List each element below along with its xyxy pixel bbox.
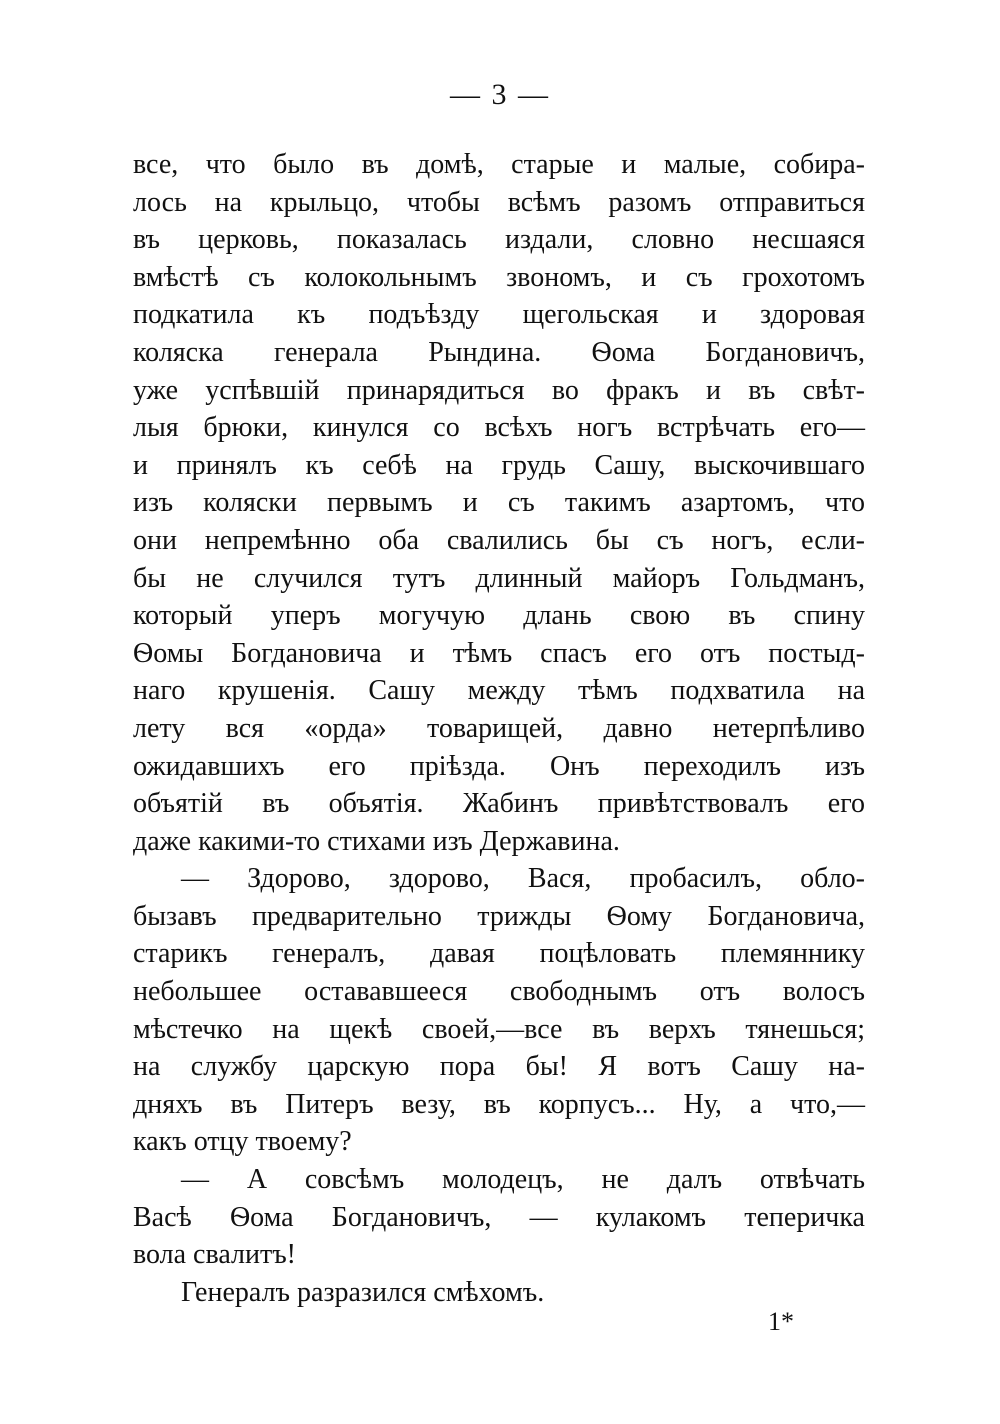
text-line: лось на крыльцо, чтобы всѣмъ разомъ отправиться: [133, 186, 865, 218]
text-line: подкатила къ подъѣзду щегольская и здоровая: [133, 299, 865, 331]
paragraph: [133, 860, 865, 1161]
paragraph: [133, 1161, 865, 1274]
text-line: уже успѣвшій принарядиться во фракъ и въ свѣт-: [133, 374, 865, 406]
paragraph: [133, 1274, 865, 1312]
text-line: Генералъ разразился смѣхомъ.: [181, 1276, 545, 1308]
text-line: лету вся «орда» товарищей, давно нетерпѣливо: [133, 712, 865, 744]
text-line: какъ отцу твоему?: [133, 1126, 352, 1158]
text-line: лыя брюки, кинулся со всѣхъ ногъ встрѣчать его—: [133, 412, 865, 444]
paragraph: [133, 146, 865, 860]
text-line: объятій въ объятія. Жабинъ привѣтствовалъ его: [133, 788, 865, 820]
text-line: старикъ генералъ, давая поцѣловать племяннику: [133, 938, 865, 970]
text-line: дняхъ въ Питеръ везу, въ корпусъ... Ну, а что,—: [133, 1088, 865, 1120]
text-line: ожидавшихъ его пріѣзда. Онъ переходилъ изъ: [133, 750, 865, 782]
text-line: наго крушенія. Сашу между тѣмъ подхватила на: [133, 675, 865, 707]
text-line: вола свалитъ!: [133, 1239, 297, 1271]
text-line: Ѳомы Богдановича и тѣмъ спасъ его отъ постыд-: [133, 637, 865, 669]
text-line: вмѣстѣ съ колокольнымъ звономъ, и съ грохотомъ: [133, 261, 865, 293]
text-line: изъ коляски первымъ и съ такимъ азартомъ, что: [133, 487, 865, 519]
text-line: они непремѣнно оба свалились бы съ ногъ, если-: [133, 524, 865, 556]
text-line: Васѣ Ѳома Богдановичъ, — кулакомъ теперичка: [133, 1201, 865, 1233]
page-number: — 3 —: [450, 78, 550, 111]
text-line: въ церковь, показалась издали, словно несшаяся: [133, 224, 865, 256]
text-line: — Здорово, здорово, Вася, пробасилъ, обло-: [181, 863, 865, 895]
text-line: даже какими-то стихами изъ Державина.: [133, 825, 620, 857]
text-line: мѣстечко на щекѣ своей,—все въ верхъ тянешься;: [133, 1013, 865, 1045]
text-line: бызавъ предварительно трижды Ѳому Богдановича,: [133, 900, 865, 932]
text-line: коляска генерала Рындина. Ѳома Богдановичъ,: [133, 336, 865, 368]
text-line: — А совсѣмъ молодецъ, не далъ отвѣчать: [181, 1164, 865, 1196]
text-line: все, что было въ домѣ, старые и малые, собира-: [133, 149, 865, 180]
text-line: небольшее остававшееся свободнымъ отъ волосъ: [133, 976, 865, 1008]
body-text: [133, 146, 865, 1311]
text-line: бы не случился тутъ длинный майоръ Гольдманъ,: [133, 562, 865, 594]
text-line: и принялъ къ себѣ на грудь Сашу, выскочившаго: [133, 449, 865, 481]
signature-mark: 1*: [768, 1307, 794, 1336]
text-line: который уперъ могучую длань свою въ спину: [133, 600, 865, 632]
text-line: на службу царскую пора бы! Я вотъ Сашу на-: [133, 1051, 865, 1083]
